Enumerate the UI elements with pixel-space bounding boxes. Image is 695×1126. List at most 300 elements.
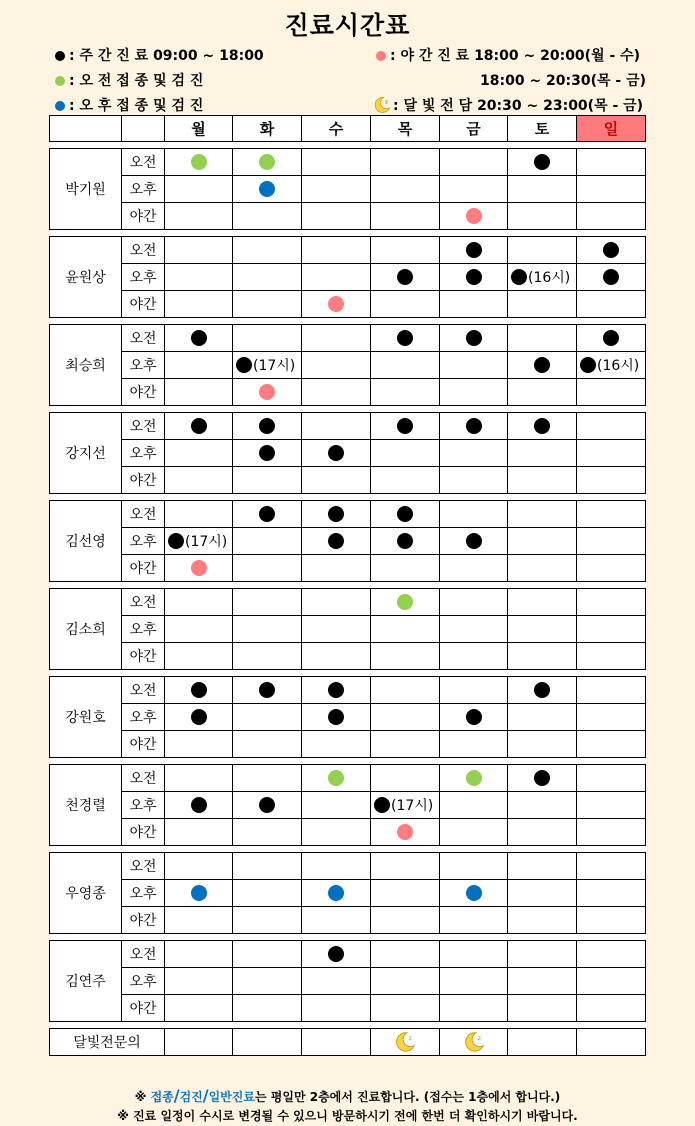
end-time-note: (17시) [253, 358, 296, 374]
day-clinic-dot-icon [328, 445, 344, 461]
schedule-cell [508, 264, 577, 291]
schedule-cell [440, 589, 508, 616]
schedule-cell [233, 765, 302, 792]
slot-label: 오후 [122, 440, 165, 467]
schedule-cell [440, 1029, 508, 1056]
schedule-row [50, 643, 646, 670]
schedule-cell [577, 325, 646, 352]
schedule-cell [577, 765, 646, 792]
schedule-cell [440, 501, 508, 528]
slot-label: 오후 [122, 352, 165, 379]
slot-label: 오후 [122, 616, 165, 643]
schedule-cell [577, 176, 646, 203]
day-clinic-dot-icon [328, 533, 344, 549]
day-clinic-dot-icon [534, 682, 550, 698]
schedule-cell [302, 352, 371, 379]
schedule-row [50, 704, 646, 731]
schedule-cell [233, 379, 302, 406]
am-vaccination-dot-icon [328, 770, 344, 786]
am-vaccination-dot-icon [466, 770, 482, 786]
group-separator [50, 318, 646, 325]
schedule-cell [302, 176, 371, 203]
schedule-cell [165, 880, 233, 907]
schedule-cell [440, 325, 508, 352]
schedule-cell [302, 616, 371, 643]
schedule-cell [165, 853, 233, 880]
schedule-cell [577, 501, 646, 528]
schedule-cell [577, 643, 646, 670]
schedule-cell [165, 413, 233, 440]
doctor-name: 김소희 [50, 589, 122, 670]
svg-text:z: z [477, 1034, 481, 1043]
schedule-cell [233, 467, 302, 494]
schedule-cell [302, 880, 371, 907]
schedule-cell [577, 379, 646, 406]
schedule-row [50, 853, 646, 880]
schedule-cell [165, 501, 233, 528]
end-time-note: (17시) [391, 798, 434, 814]
schedule-cell [371, 528, 440, 555]
group-separator [50, 758, 646, 765]
slot-label: 오후 [122, 880, 165, 907]
day-clinic-dot-icon [466, 418, 482, 434]
schedule-cell [371, 149, 440, 176]
legend-pm: : 오 후 접 종 및 검 진 [55, 97, 203, 115]
group-separator [50, 670, 646, 677]
day-clinic-dot-icon [397, 269, 413, 285]
schedule-cell [371, 704, 440, 731]
schedule-cell [577, 853, 646, 880]
day-clinic-dot-icon [397, 533, 413, 549]
schedule-cell [371, 467, 440, 494]
schedule-cell [165, 149, 233, 176]
schedule-cell [371, 176, 440, 203]
schedule-cell [371, 853, 440, 880]
schedule-cell [233, 731, 302, 758]
schedule-cell [371, 501, 440, 528]
day-clinic-dot-icon [511, 269, 527, 285]
group-separator [50, 934, 646, 941]
schedule-row [50, 555, 646, 582]
schedule-cell [508, 853, 577, 880]
schedule-cell [577, 264, 646, 291]
schedule-cell [165, 352, 233, 379]
schedule-cell [302, 264, 371, 291]
schedule-cell [508, 616, 577, 643]
schedule-cell [371, 643, 440, 670]
day-clinic-dot-icon [259, 682, 275, 698]
day-clinic-dot-icon [466, 533, 482, 549]
schedule-row [50, 264, 646, 291]
svg-text:z: z [408, 1034, 413, 1043]
footer-link-general: 일반진료 [208, 1090, 255, 1104]
schedule-cell [165, 616, 233, 643]
day-clinic-dot-icon [603, 269, 619, 285]
group-separator [50, 230, 646, 237]
schedule-cell [508, 880, 577, 907]
night-clinic-dot-icon [397, 824, 413, 840]
schedule-cell [371, 325, 440, 352]
day-clinic-dot-icon [191, 709, 207, 725]
day-clinic-dot-icon [534, 154, 550, 170]
schedule-cell [440, 941, 508, 968]
group-separator [50, 494, 646, 501]
schedule-cell [508, 819, 577, 846]
schedule-cell [233, 589, 302, 616]
schedule-cell [165, 555, 233, 582]
end-time-note: (17시) [185, 534, 228, 550]
schedule-cell [371, 237, 440, 264]
slot-label: 야간 [122, 291, 165, 318]
schedule-cell [577, 616, 646, 643]
day-clinic-dot-icon [191, 330, 207, 346]
schedule-cell [577, 677, 646, 704]
slot-label: 야간 [122, 379, 165, 406]
header-blank-slot [122, 116, 165, 142]
schedule-cell [165, 677, 233, 704]
day-clinic-dot-icon [603, 242, 619, 258]
schedule-cell [440, 792, 508, 819]
schedule-cell [371, 1029, 440, 1056]
schedule-cell [302, 995, 371, 1022]
schedule-cell [233, 819, 302, 846]
pm-vaccination-dot-icon [466, 885, 482, 901]
day-clinic-dot-icon [466, 709, 482, 725]
footer-note-1: ※ 접종/검진/일반진료는 평일만 2층에서 진료합니다. (접수는 1층에서 합니다.) [134, 1086, 561, 1105]
schedule-cell [165, 995, 233, 1022]
schedule-cell [233, 643, 302, 670]
slot-label: 오전 [122, 413, 165, 440]
schedule-cell [508, 1029, 577, 1056]
schedule-cell [371, 555, 440, 582]
schedule-cell [165, 704, 233, 731]
day-clinic-dot-icon [259, 797, 275, 813]
night-clinic-dot-icon [259, 384, 275, 400]
doctor-name: 우영종 [50, 853, 122, 934]
schedule-cell [302, 237, 371, 264]
schedule-row [50, 291, 646, 318]
schedule-cell [508, 379, 577, 406]
schedule-cell [440, 264, 508, 291]
schedule-cell [440, 616, 508, 643]
schedule-cell [508, 941, 577, 968]
night-clinic-dot-icon [466, 208, 482, 224]
day-clinic-dot-icon [259, 506, 275, 522]
schedule-cell [440, 731, 508, 758]
slot-label: 오후 [122, 264, 165, 291]
schedule-cell [302, 467, 371, 494]
schedule-cell [577, 704, 646, 731]
schedule-cell [165, 589, 233, 616]
am-vaccination-dot-icon [191, 154, 207, 170]
day-clinic-dot-icon [328, 506, 344, 522]
header-tue: 화 [233, 116, 302, 142]
schedule-cell [302, 325, 371, 352]
schedule-cell [165, 440, 233, 467]
footer-link-vaccination: 접종 [150, 1090, 174, 1104]
schedule-cell [508, 413, 577, 440]
schedule-cell [508, 677, 577, 704]
black-dot-icon [55, 51, 65, 61]
schedule-cell [577, 291, 646, 318]
schedule-cell [233, 176, 302, 203]
schedule-cell [165, 528, 233, 555]
schedule-cell [371, 616, 440, 643]
day-clinic-dot-icon [168, 533, 184, 549]
day-clinic-dot-icon [191, 797, 207, 813]
schedule-row [50, 203, 646, 230]
schedule-cell [508, 440, 577, 467]
schedule-cell [371, 677, 440, 704]
schedule-cell [508, 528, 577, 555]
schedule-cell [440, 528, 508, 555]
footer-link-checkup: 검진 [179, 1090, 203, 1104]
slot-label: 오후 [122, 176, 165, 203]
day-clinic-dot-icon [236, 357, 252, 373]
moon-doctor-row [50, 1029, 646, 1056]
schedule-cell [233, 1029, 302, 1056]
schedule-cell [440, 853, 508, 880]
schedule-row [50, 792, 646, 819]
schedule-cell [440, 765, 508, 792]
day-clinic-dot-icon [191, 418, 207, 434]
schedule-cell [577, 413, 646, 440]
schedule-cell [440, 176, 508, 203]
schedule-cell [508, 467, 577, 494]
schedule-cell [577, 440, 646, 467]
schedule-cell [233, 352, 302, 379]
slot-label: 오전 [122, 237, 165, 264]
schedule-cell [371, 765, 440, 792]
doctor-name: 천경렬 [50, 765, 122, 846]
schedule-row [50, 589, 646, 616]
doctor-name: 최승희 [50, 325, 122, 406]
slot-label: 야간 [122, 995, 165, 1022]
legend-night: : 야 간 진 료 18:00 ~ 20:00(월 - 수) [376, 47, 640, 65]
schedule-cell [233, 677, 302, 704]
slot-label: 오전 [122, 149, 165, 176]
day-clinic-dot-icon [328, 709, 344, 725]
schedule-cell [233, 792, 302, 819]
day-clinic-dot-icon [328, 946, 344, 962]
schedule-cell [302, 643, 371, 670]
schedule-cell [577, 880, 646, 907]
day-clinic-dot-icon [397, 418, 413, 434]
slot-label: 오전 [122, 853, 165, 880]
schedule-cell [577, 792, 646, 819]
night-clinic-dot-icon [191, 560, 207, 576]
schedule-cell [302, 968, 371, 995]
header-blank [50, 116, 122, 142]
schedule-row [50, 995, 646, 1022]
day-clinic-dot-icon [466, 330, 482, 346]
schedule-cell [302, 765, 371, 792]
schedule-cell [165, 264, 233, 291]
header-fri: 금 [440, 116, 508, 142]
pm-vaccination-dot-icon [191, 885, 207, 901]
svg-text:z: z [385, 99, 389, 106]
schedule-cell [440, 149, 508, 176]
day-clinic-dot-icon [580, 357, 596, 373]
schedule-cell [233, 325, 302, 352]
schedule-cell [371, 880, 440, 907]
schedule-cell [508, 765, 577, 792]
schedule-cell [233, 440, 302, 467]
schedule-cell [440, 467, 508, 494]
moon-icon [394, 1031, 416, 1053]
page-title: 진료시간표 [284, 11, 411, 40]
day-clinic-dot-icon [397, 330, 413, 346]
moon-doctor-label: 달빛전문의 [50, 1029, 165, 1056]
legend-day: : 주 간 진 료 09:00 ~ 18:00 [55, 47, 264, 65]
schedule-cell [165, 291, 233, 318]
day-clinic-dot-icon [259, 418, 275, 434]
schedule-cell [302, 501, 371, 528]
day-clinic-dot-icon [534, 770, 550, 786]
schedule-cell [440, 352, 508, 379]
schedule-cell [577, 528, 646, 555]
schedule-cell [371, 819, 440, 846]
schedule-cell [577, 968, 646, 995]
slot-label: 오전 [122, 501, 165, 528]
footer-note-2: ※ 진료 일정이 수시로 변경될 수 있으니 방문하시기 전에 한번 더 확인하시기 바랍니다. [117, 1109, 578, 1123]
schedule-cell [371, 731, 440, 758]
day-clinic-dot-icon [191, 682, 207, 698]
slot-label: 야간 [122, 731, 165, 758]
schedule-cell [577, 467, 646, 494]
schedule-cell [577, 941, 646, 968]
end-time-note: (16시) [528, 270, 571, 286]
day-clinic-dot-icon [259, 445, 275, 461]
schedule-cell [371, 995, 440, 1022]
schedule-row [50, 467, 646, 494]
schedule-cell [165, 941, 233, 968]
schedule-cell [508, 589, 577, 616]
schedule-row [50, 907, 646, 934]
header-sun: 일 [577, 116, 646, 142]
schedule-cell [233, 853, 302, 880]
schedule-cell [233, 907, 302, 934]
schedule-cell [165, 819, 233, 846]
schedule-row [50, 528, 646, 555]
schedule-cell [302, 149, 371, 176]
schedule-cell [577, 237, 646, 264]
schedule-cell [302, 792, 371, 819]
pm-vaccination-dot-icon [259, 181, 275, 197]
schedule-cell [371, 264, 440, 291]
schedule-row [50, 237, 646, 264]
schedule-row [50, 176, 646, 203]
green-dot-icon [55, 76, 65, 86]
schedule-cell [165, 325, 233, 352]
schedule-cell [440, 968, 508, 995]
day-clinic-dot-icon [466, 269, 482, 285]
schedule-cell [508, 731, 577, 758]
schedule-cell [302, 413, 371, 440]
schedule-cell [508, 995, 577, 1022]
schedule-cell [508, 291, 577, 318]
doctor-name: 김연주 [50, 941, 122, 1022]
legend-moon: z : 달 빛 전 담 20:30 ~ 23:00(목 - 금) [373, 96, 643, 115]
schedule-cell [440, 880, 508, 907]
group-separator [50, 582, 646, 589]
schedule-row [50, 880, 646, 907]
schedule-cell [165, 176, 233, 203]
schedule-cell [508, 176, 577, 203]
schedule-cell [371, 379, 440, 406]
schedule-table [49, 115, 646, 1056]
schedule-row [50, 352, 646, 379]
schedule-row [50, 677, 646, 704]
schedule-cell [302, 379, 371, 406]
schedule-cell [508, 643, 577, 670]
schedule-cell [165, 203, 233, 230]
schedule-cell [165, 379, 233, 406]
schedule-cell [233, 995, 302, 1022]
am-vaccination-dot-icon [397, 594, 413, 610]
schedule-cell [302, 440, 371, 467]
schedule-cell [440, 643, 508, 670]
slot-label: 오후 [122, 528, 165, 555]
day-clinic-dot-icon [328, 682, 344, 698]
header-row [50, 116, 646, 142]
slot-label: 야간 [122, 203, 165, 230]
schedule-cell [233, 941, 302, 968]
schedule-cell [233, 264, 302, 291]
day-clinic-dot-icon [534, 357, 550, 373]
group-separator [50, 846, 646, 853]
schedule-cell [165, 907, 233, 934]
doctor-name: 강지선 [50, 413, 122, 494]
schedule-cell [508, 792, 577, 819]
slot-label: 야간 [122, 555, 165, 582]
schedule-cell [577, 555, 646, 582]
slot-label: 야간 [122, 819, 165, 846]
doctor-name: 강원호 [50, 677, 122, 758]
schedule-cell [508, 149, 577, 176]
schedule-cell [302, 589, 371, 616]
schedule-cell [233, 616, 302, 643]
schedule-cell [302, 291, 371, 318]
moon-icon [373, 96, 391, 114]
schedule-cell [371, 941, 440, 968]
header-mon: 월 [165, 116, 233, 142]
schedule-cell [302, 677, 371, 704]
schedule-cell [371, 352, 440, 379]
schedule-cell [508, 203, 577, 230]
blue-dot-icon [55, 101, 65, 111]
schedule-cell [440, 819, 508, 846]
schedule-cell [577, 731, 646, 758]
schedule-cell [508, 907, 577, 934]
schedule-row [50, 440, 646, 467]
schedule-cell [508, 237, 577, 264]
schedule-cell [165, 968, 233, 995]
schedule-cell [508, 352, 577, 379]
schedule-cell [371, 440, 440, 467]
day-clinic-dot-icon [603, 330, 619, 346]
slot-label: 야간 [122, 467, 165, 494]
schedule-row [50, 765, 646, 792]
schedule-cell [371, 203, 440, 230]
schedule-cell [302, 704, 371, 731]
day-clinic-dot-icon [374, 797, 390, 813]
schedule-cell [233, 149, 302, 176]
header-sat: 토 [508, 116, 577, 142]
legend-night-2: 18:00 ~ 20:30(목 - 금) [480, 73, 647, 89]
slot-label: 오전 [122, 589, 165, 616]
schedule-cell [302, 907, 371, 934]
